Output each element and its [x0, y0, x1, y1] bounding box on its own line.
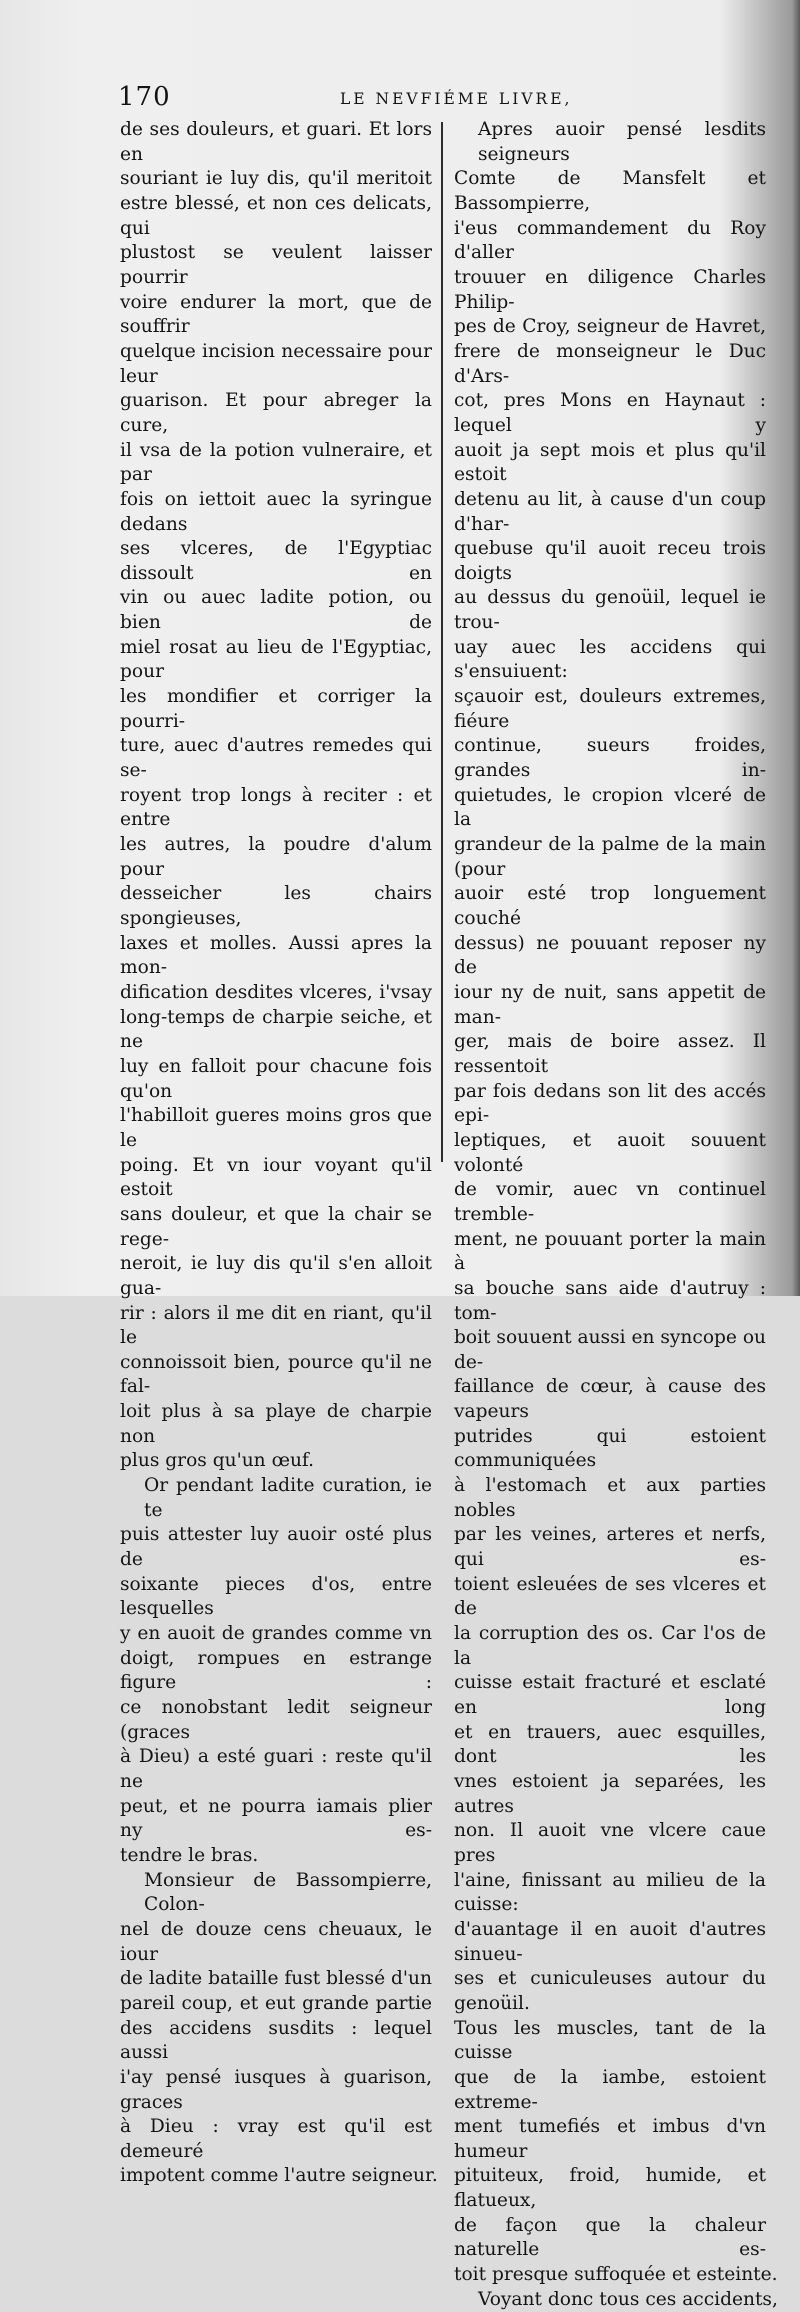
text-line: l'habilloit gueres moins gros que le — [120, 1105, 432, 1151]
text-line: sa bouche sans aide d'autruy : tom- — [454, 1277, 766, 1324]
text-line: ment tumefiés et imbus d'vn humeur — [454, 2116, 766, 2162]
text-line: nel de douze cens cheuaux, le iour — [120, 1918, 432, 1965]
text-line: royent trop longs à reciter : et entre — [120, 784, 432, 831]
text-line: plus gros qu'un œuf. — [120, 1450, 315, 1472]
text-line: à l'estomach et aux parties nobles — [454, 1475, 766, 1521]
text-line: vin ou auec ladite potion, ou bien de — [120, 587, 432, 634]
text-line: il vsa de la potion vulneraire, et par — [120, 439, 432, 486]
left-text-column — [120, 118, 438, 2189]
text-line: i'eus commandement du Roy d'aller — [454, 217, 766, 264]
text-line: d'auantage il en auoit d'autres sinueu- — [454, 1918, 766, 1965]
text-line: par les veines, arteres et nerfs, qui es- — [454, 1524, 766, 1571]
text-line: voire endurer la mort, que de souffrir — [120, 291, 432, 338]
text-line: faillance de cœur, à cause des vapeurs — [454, 1376, 766, 1423]
text-line: de vomir, auec vn continuel tremble- — [454, 1179, 766, 1225]
text-line: impotent comme l'autre seigneur. — [120, 2165, 438, 2187]
page-header — [118, 82, 758, 116]
text-line: Tous les muscles, tant de la cuisse — [454, 2017, 766, 2064]
text-line: trouuer en diligence Charles Philip- — [454, 266, 766, 313]
text-line: par fois dedans son lit des accés epi- — [454, 1080, 766, 1127]
text-line: vnes estoient ja separées, les autres — [454, 1770, 766, 1817]
text-line: ment, ne pouuant porter la main à — [454, 1228, 766, 1275]
text-line: laxes et molles. Aussi apres la mon- — [120, 932, 432, 979]
text-line: luy en falloit pour chacune fois qu'on — [120, 1055, 432, 1102]
text-line: guarison. Et pour abreger la cure, — [120, 390, 432, 436]
text-line: frere de monseigneur le Duc d'Ars- — [454, 340, 766, 387]
text-line: pes de Croy, seigneur de Havret, — [454, 316, 766, 338]
text-line: miel rosat au lieu de l'Egyptiac, pour — [120, 636, 432, 683]
text-line: Apres auoir pensé lesdits seigneurs — [478, 119, 766, 165]
text-line: Monsieur de Bassompierre, Colon- — [144, 1869, 432, 1916]
text-line: putrides qui estoient communiquées — [454, 1425, 766, 1472]
text-line: à Dieu) a esté guari : reste qu'il ne — [120, 1746, 432, 1792]
text-line: ger, mais de boire assez. Il ressentoit — [454, 1031, 766, 1077]
text-line: quebuse qu'il auoit receu trois doigts — [454, 538, 766, 584]
text-line: estre blessé, et non ces delicats, qui — [120, 192, 432, 239]
text-line: grandeur de la palme de la main (pour — [454, 834, 766, 880]
text-line: fois on iettoit auec la syringue dedans — [120, 488, 432, 535]
text-line: iour ny de nuit, sans appetit de man- — [454, 981, 766, 1028]
text-line: sans douleur, et que la chair se rege- — [120, 1203, 432, 1250]
text-line: ses et cuniculeuses autour du genoüil. — [454, 1968, 766, 2014]
text-line: à Dieu : vray est qu'il est demeuré — [120, 2116, 432, 2162]
text-line: les mondifier et corriger la pourri- — [120, 686, 432, 732]
text-line: que de la iambe, estoient extreme- — [454, 2066, 766, 2113]
text-line: les autres, la poudre d'alum pour — [120, 834, 432, 880]
text-line: pituiteux, froid, humide, et flatueux, — [454, 2165, 766, 2212]
text-line: non. Il auoit vne vlcere caue pres — [454, 1820, 766, 1866]
text-line: loit plus à sa playe de charpie non — [120, 1401, 432, 1447]
text-line: Voyant donc tous ces accidents, — [478, 2288, 778, 2310]
text-line: boit souuent aussi en syncope ou de- — [454, 1327, 766, 1373]
text-line: sçauoir est, douleurs extremes, fiéure — [454, 686, 766, 732]
text-line: long-temps de charpie seiche, et ne — [120, 1006, 432, 1053]
text-line: Comte de Mansfelt et Bassompierre, — [454, 168, 766, 214]
text-line: toient esleuées de ses vlceres et de — [454, 1573, 766, 1620]
text-line: plustost se veulent laisser pourrir — [120, 242, 432, 288]
text-line: de ses douleurs, et guari. Et lors en — [120, 119, 432, 165]
text-line: continue, sueurs froides, grandes in- — [454, 735, 766, 782]
text-line: leptiques, et auoit souuent volonté — [454, 1129, 766, 1176]
text-line: dification desdites vlceres, i'vsay — [120, 981, 432, 1003]
text-line: des accidens susdits : lequel aussi — [120, 2017, 432, 2064]
page-number: 170 — [118, 82, 171, 112]
text-line: toit presque suffoquée et esteinte. — [454, 2264, 778, 2286]
text-line: soixante pieces d'os, entre lesquelles — [120, 1573, 432, 1620]
text-line: auoir esté trop longuement couché — [454, 883, 766, 929]
text-line: cuisse estait fracturé et esclaté en long — [454, 1672, 766, 1718]
text-line: poing. Et vn iour voyant qu'il estoit — [120, 1154, 432, 1201]
text-line: i'ay pensé iusques à guarison, graces — [120, 2066, 432, 2113]
column-divider — [441, 122, 443, 1162]
text-line: dessus) ne pouuant reposer ny de — [454, 932, 766, 979]
text-line: souriant ie luy dis, qu'il meritoit — [120, 168, 432, 190]
text-line: peut, et ne pourra iamais plier ny es- — [120, 1795, 432, 1842]
text-line: ture, auec d'autres remedes qui se- — [120, 735, 432, 782]
text-line: l'aine, finissant au milieu de la cuisse: — [454, 1869, 766, 1916]
text-line: au dessus du genoüil, lequel ie trou- — [454, 587, 766, 634]
text-line: detenu au lit, à cause d'un coup d'har- — [454, 488, 766, 535]
text-line: connoissoit bien, pource qu'il ne fal- — [120, 1351, 432, 1398]
text-line: de façon que la chaleur naturelle es- — [454, 2214, 766, 2261]
text-line: ce nonobstant ledit seigneur (graces — [120, 1697, 432, 1743]
text-line: puis attester luy auoir osté plus de — [120, 1524, 432, 1571]
right-text-column — [454, 118, 778, 2312]
text-line: la corruption des os. Car l'os de la — [454, 1623, 766, 1669]
text-line: uay auec les accidens qui s'ensuiuent: — [454, 636, 766, 683]
text-line: tendre le bras. — [120, 1844, 259, 1866]
text-line: Or pendant ladite curation, ie te — [144, 1475, 432, 1521]
text-line: quietudes, le cropion vlceré de la — [454, 784, 766, 831]
text-line: rir : alors il me dit en riant, qu'il le — [120, 1302, 432, 1349]
text-line: desseicher les chairs spongieuses, — [120, 883, 432, 929]
text-line: de ladite bataille fust blessé d'un — [120, 1968, 432, 1990]
text-line: cot, pres Mons en Haynaut : lequel y — [454, 390, 766, 436]
text-line: neroit, ie luy dis qu'il s'en alloit gua- — [120, 1253, 432, 1299]
text-line: y en auoit de grandes comme vn — [120, 1623, 432, 1645]
text-line: quelque incision necessaire pour leur — [120, 340, 432, 387]
text-line: et en trauers, auec esquilles, dont les — [454, 1721, 766, 1768]
running-head: LE NEVFIÉME LIVRE, — [340, 90, 573, 108]
text-line: pareil coup, et eut grande partie — [120, 1992, 432, 2014]
text-line: auoit ja sept mois et plus qu'il estoit — [454, 439, 766, 486]
text-line: ses vlceres, de l'Egyptiac dissoult en — [120, 538, 432, 584]
text-line: doigt, rompues en estrange figure : — [120, 1647, 432, 1694]
